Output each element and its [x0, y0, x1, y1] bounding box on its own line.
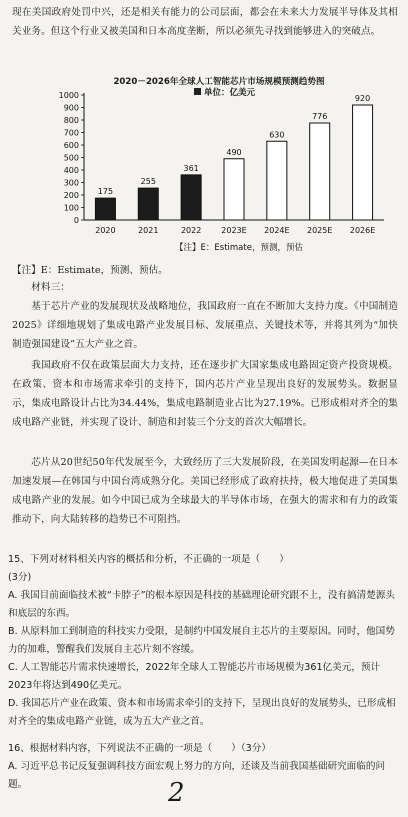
x-tick-label: 2020 [95, 226, 116, 235]
y-tick-label: 600 [63, 141, 79, 150]
bar-value-label: 175 [97, 187, 114, 197]
y-tick-label: 0 [73, 216, 79, 225]
bar [95, 198, 115, 220]
question-16-option-a: A. 习近平总书记反复强调科技方面宏观上努力的方向，还谈及当前我国基础研究面临的问题。 [8, 761, 386, 790]
chart-canvas [44, 75, 394, 260]
x-tick-label: 2026E [349, 226, 376, 235]
bar [267, 141, 287, 220]
intro-paragraph: 现在美国政府处罚中兴，还是相关有能力的公司层面，都会在未来大力发展半导体及其相关业务。但这个行业又被美国和日本高度垄断，所以必须先寻找到能够进入的突破点。 [12, 7, 398, 37]
bar [310, 123, 330, 220]
bar-value-label: 630 [269, 130, 285, 140]
material-paragraph-2: 我国政府不仅在政策层面大力支持，还在逐步扩大国家集成电路固定资产投资规模。在政策、资本和市场需求牵引的支持下，国内芯片产业呈现出良好的发展势头。数据显示，集成电路设计占比为34.44%，集成电路制造业占比为27.19%。已形成相对齐全的集成电路产业链，并实现了设计、制造和封装三个分支的首次大幅增长。 [12, 360, 398, 428]
page-number: 2 [168, 778, 185, 808]
bar [181, 175, 201, 220]
question-15-option-d: D. 我国芯片产业在政策、资本和市场需求牵引的支持下，呈现出良好的发展势头，已形成相对齐全的集成电路产业链，成为五大产业之首。 [8, 698, 396, 727]
question-15-option-c: C. 人工智能芯片需求快速增长，2022年全球人工智能芯片市场规模为361亿美元，预计2023年将达到490亿美元。 [8, 662, 381, 691]
market-size-chart [44, 75, 394, 260]
y-tick-label: 1000 [58, 91, 79, 100]
question-16-stem: 16、根据材料内容，下列说法不正确的一项是（ ）（3分） [8, 743, 271, 754]
question-15-option-b: B. 从原料加工到制造的科技实力受限，是制约中国发展自主芯片的主要原因。同时，他国势力的加难，警醒我们发展自主芯片刻不容缓。 [8, 626, 395, 655]
question-15-option-a: A. 我国目前面临技术被“卡脖子”的根本原因是科技的基础理论研究跟不上，没有搞清楚源头和底层的东西。 [8, 590, 395, 619]
bar-value-label: 490 [226, 147, 242, 157]
chart-title: 2020－2026年全球人工智能芯片市场规模预测趋势图 [113, 77, 325, 87]
material-heading: 材料三： [31, 282, 70, 293]
bar [224, 159, 244, 220]
y-tick-label: 800 [63, 116, 79, 125]
bar-value-label: 255 [140, 177, 156, 187]
material-paragraph-1: 基于芯片产业的发展现状及战略地位，我国政府一直在不断加大支持力度。《中国制造2025》详细地规划了集成电路产业发展目标、发展重点、关键技术等，并将其列为“加快制造强国建设”五大产业之首。 [12, 301, 398, 350]
y-tick-label: 300 [63, 178, 79, 188]
question-15-points: (3分) [8, 572, 32, 583]
x-tick-label: 2022 [180, 226, 202, 235]
x-tick-label: 2024E [264, 226, 290, 235]
bar-value-label: 361 [183, 163, 199, 173]
question-15-text: 15、下列对材料相关内容的概括和分析，不正确的一项是（ ） [8, 554, 289, 565]
y-tick-label: 200 [63, 191, 79, 200]
y-tick-label: 700 [63, 128, 79, 138]
bar-value-label: 776 [312, 112, 328, 121]
material-paragraph-3: 芯片从20世纪50年代发展至今，大致经历了三大发展阶段，在美国发明起源—在日本加速发展—在韩国与中国台湾成熟分化。美国已经形成了政府扶持，极大地促进了美国集成电路产业的发展。如今中国已成为全球最大的半导体市场，在强大的需求和有力的政策推动下，向大陆转移的趋势已不可阻挡。 [12, 457, 398, 525]
question-15-stem [8, 551, 400, 587]
x-tick-label: 2023E [221, 226, 247, 235]
y-tick-label: 500 [63, 153, 79, 163]
x-tick-label: 2025E [307, 226, 333, 235]
chart-footnote: 【注】E：Estimate，预测，预估 [175, 243, 303, 253]
bar-value-label: 920 [354, 94, 371, 103]
bar [353, 105, 373, 220]
legend-swatch [194, 88, 201, 95]
estimate-note: 【注】E：Estimate，预测、预估。 [12, 265, 168, 276]
y-tick-label: 900 [63, 103, 79, 113]
x-tick-label: 2021 [138, 226, 159, 235]
y-tick-label: 100 [63, 203, 79, 213]
y-tick-label: 400 [63, 166, 79, 175]
bar [138, 188, 158, 220]
legend-label: 单位：亿美元 [204, 88, 256, 98]
